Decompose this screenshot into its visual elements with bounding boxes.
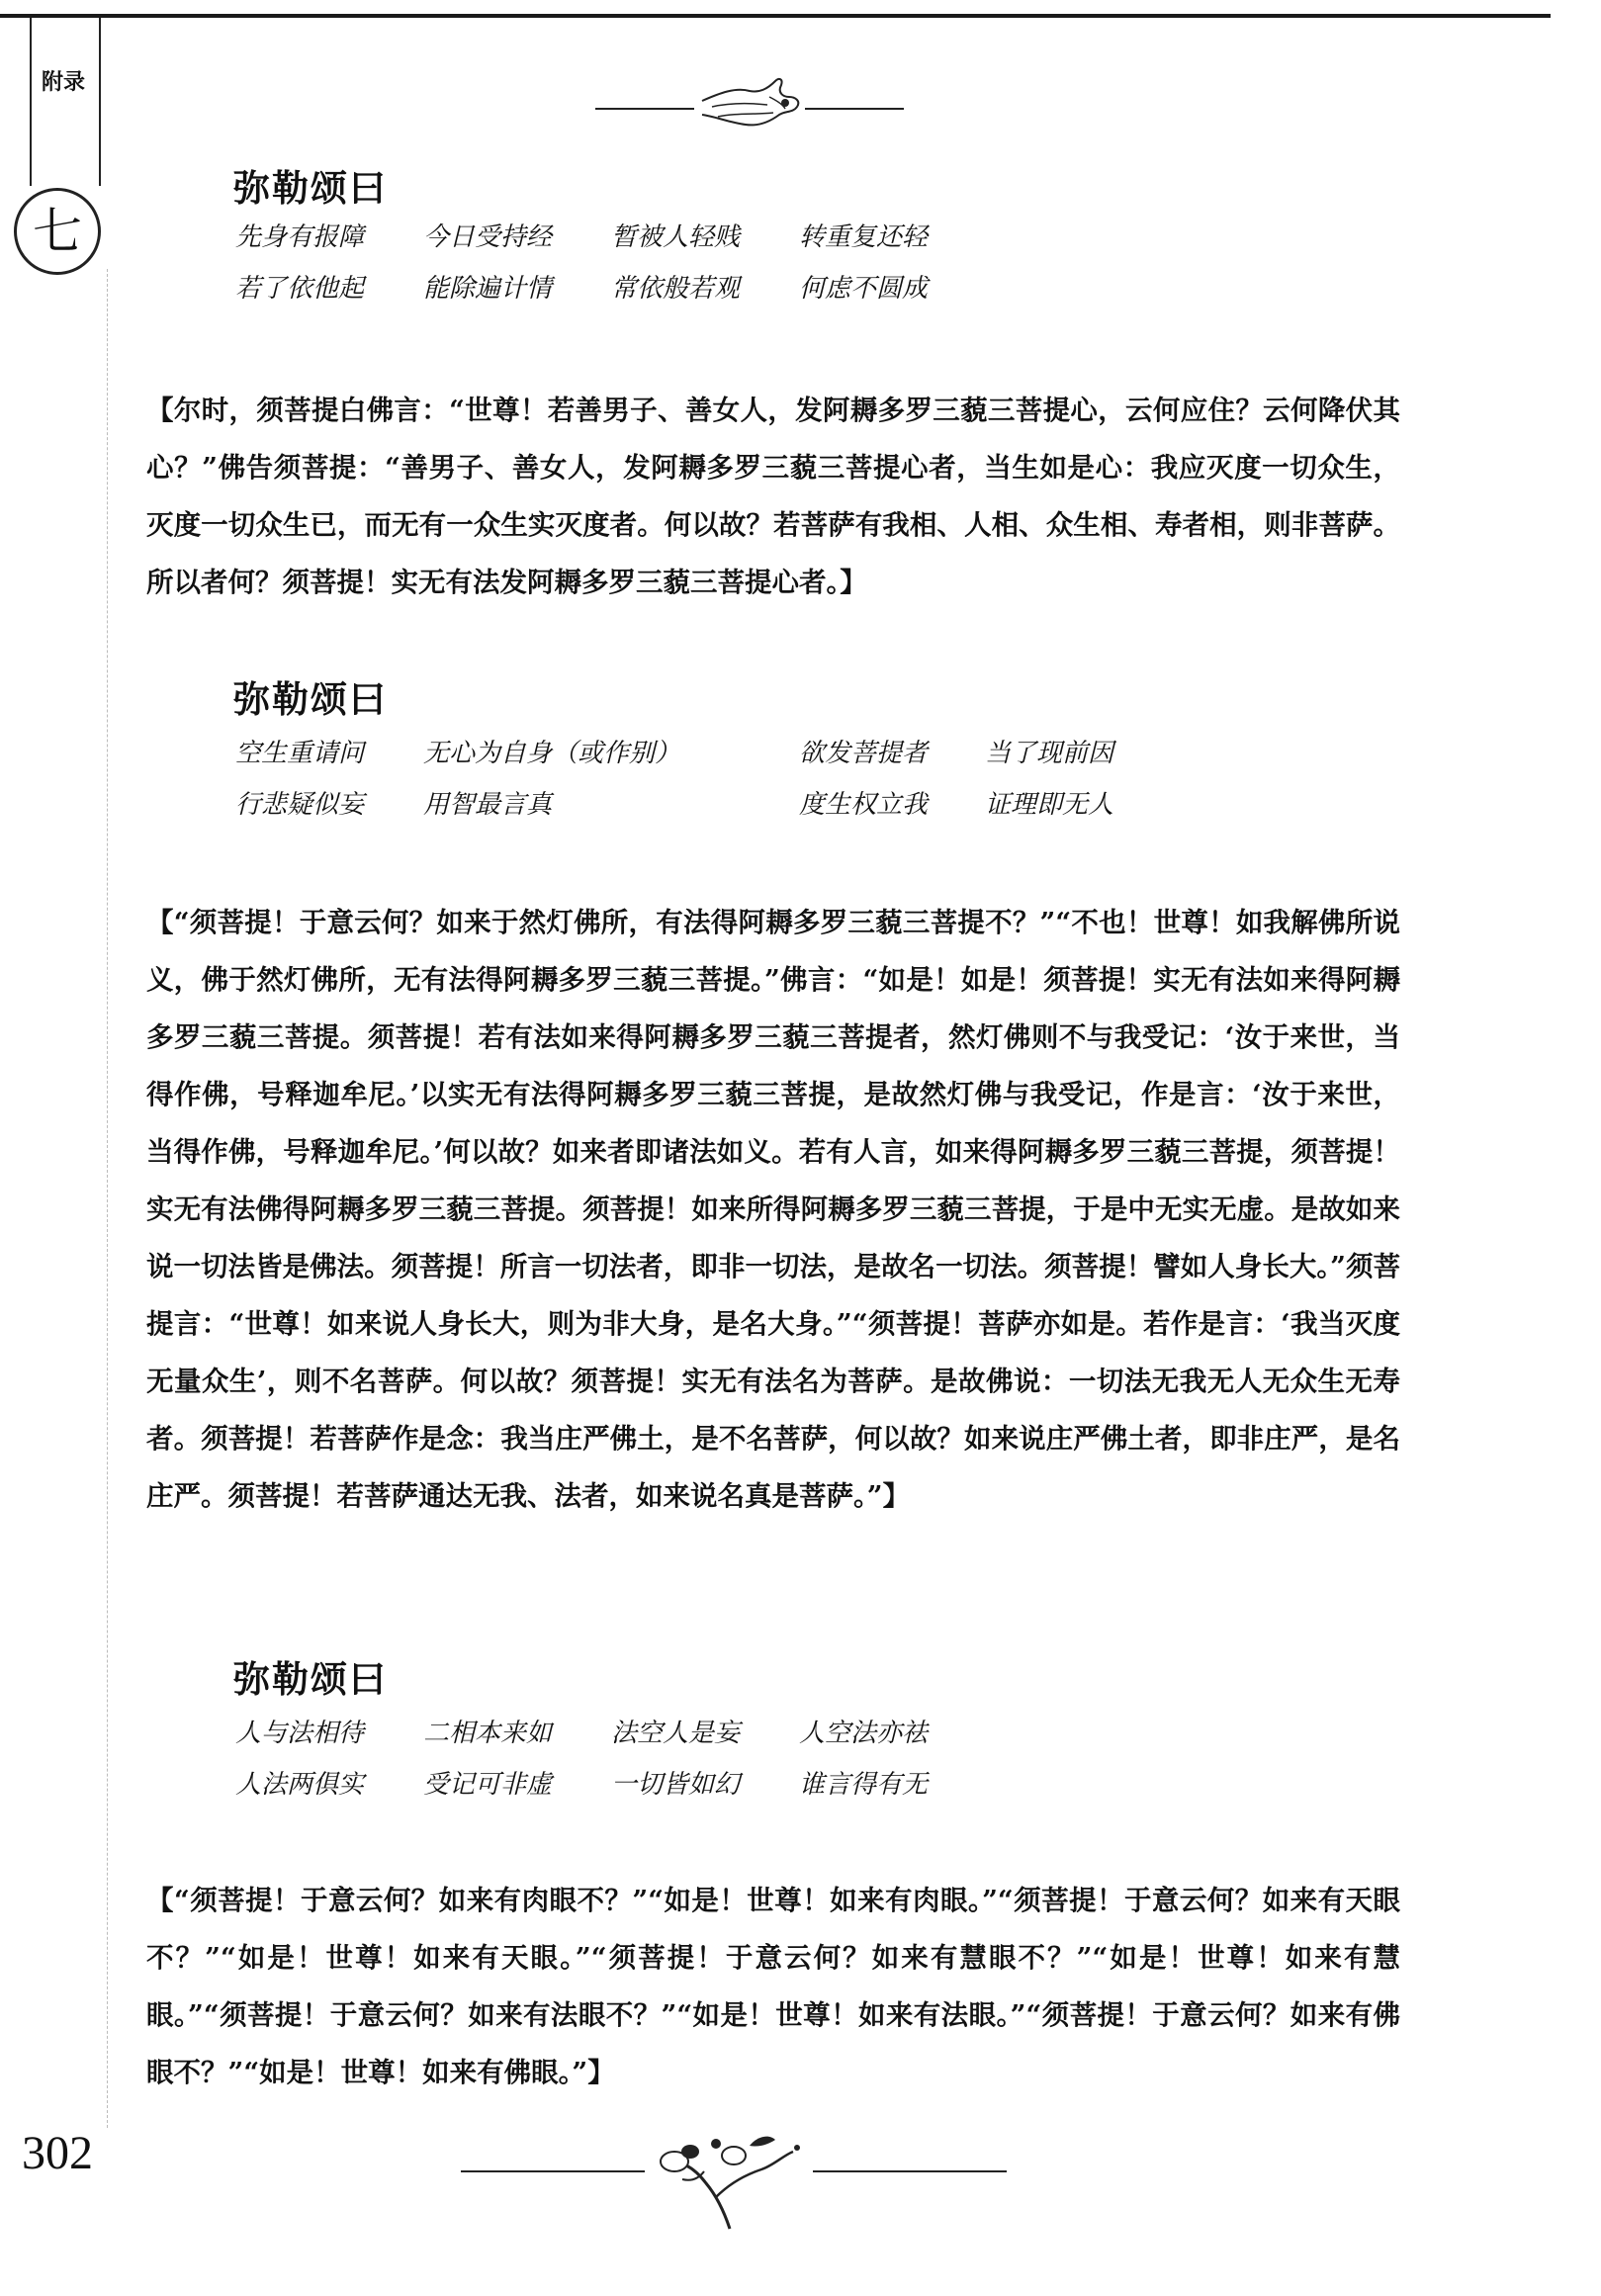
verse-phrase: 空生重请问 <box>235 739 365 768</box>
verse-phrase: 暂被人轻贱 <box>611 222 741 252</box>
page-number: 302 <box>22 2127 93 2179</box>
verse-phrase: 法空人是妄 <box>611 1719 741 1748</box>
bottom-flower-ornament-icon <box>457 2126 1011 2235</box>
verse-phrase: 若了依他起 <box>235 274 365 304</box>
verse-phrase: 欲发菩提者 <box>799 739 929 768</box>
chapter-number-badge: 七 <box>14 188 101 275</box>
verse-phrase: 用智最言真 <box>423 790 553 820</box>
verse-phrase: 度生权立我 <box>799 790 929 820</box>
verse-phrase: 无心为自身（或作别） <box>423 739 681 768</box>
margin-guide-line <box>107 269 108 2128</box>
verse-phrase: 何虑不圆成 <box>799 274 929 304</box>
sutra-paragraph: 【“须菩提！于意云何？如来有肉眼不？”“如是！世尊！如来有肉眼。”“须菩提！于意云何？如来有天眼不？”“如是！世尊！如来有天眼。”“须菩提！于意云何？如来有慧眼不？”“如是！世尊！如来有慧眼。”“须菩提！于意云何？如来有法眼不？”“如是！世尊！如来有法眼。”“须菩提！于意云何？如来有佛眼不？”“如是！世尊！如来有佛眼。”】 <box>146 1885 1400 2088</box>
verse-phrase: 转重复还轻 <box>799 222 929 252</box>
verse-phrase: 人与法相待 <box>235 1719 365 1748</box>
verse-phrase: 二相本来如 <box>423 1719 553 1748</box>
verse-phrase: 谁言得有无 <box>799 1770 929 1800</box>
verse-phrase: 受记可非虚 <box>423 1770 553 1800</box>
verse-phrase: 证理即无人 <box>985 790 1114 820</box>
verse-title: 弥勒颂曰 <box>233 167 388 210</box>
verse-phrase: 常依般若观 <box>611 274 741 304</box>
verse-phrase: 人空法亦祛 <box>799 1719 929 1748</box>
verse-phrase: 当了现前因 <box>985 739 1114 768</box>
verse-phrase: 人法两俱实 <box>235 1770 365 1800</box>
top-rule <box>0 14 1551 18</box>
sutra-paragraph: 【尔时，须菩提白佛言：“世尊！若善男子、善女人，发阿耨多罗三藐三菩提心，云何应住？云何降伏其心？”佛告须菩提：“善男子、善女人，发阿耨多罗三藐三菩提心者，当生如是心：我应灭度一切众生，灭度一切众生已，而无有一众生实灭度者。何以故？若菩萨有我相、人相、众生相、寿者相，则非菩萨。所以者何？须菩提！实无有法发阿耨多罗三藐三菩提心者。】 <box>146 395 1400 598</box>
sutra-paragraph: 【“须菩提！于意云何？如来于然灯佛所，有法得阿耨多罗三藐三菩提不？”“不也！世尊！如我解佛所说义，佛于然灯佛所，无有法得阿耨多罗三藐三菩提。”佛言：“如是！如是！须菩提！实无有法如来得阿耨多罗三藐三菩提。须菩提！若有法如来得阿耨多罗三藐三菩提者，然灯佛则不与我受记：‘汝于来世，当得作佛，号释迦牟尼。’以实无有法得阿耨多罗三藐三菩提，是故然灯佛与我受记，作是言：‘汝于来世，当得作佛，号释迦牟尼。’何以故？如来者即诸法如义。若有人言，如来得阿耨多罗三藐三菩提，须菩提！实无有法佛得阿耨多罗三藐三菩提。须菩提！如来所得阿耨多罗三藐三菩提，于是中无实无虚。是故如来说一切法皆是佛法。须菩提！所言一切法者，即非一切法，是故名一切法。须菩提！譬如人身长大。”须菩提言：“世尊！如来说人身长大，则为非大身，是名大身。”“须菩提！菩萨亦如是。若作是言：‘我当灭度无量众生’，则不名菩萨。何以故？须菩提！实无有法名为菩萨。是故佛说：一切法无我无人无众生无寿者。须菩提！若菩萨作是念：我当庄严佛土，是不名菩萨，何以故？如来说庄严佛土者，即非庄严，是名庄严。须菩提！若菩萨通达无我、法者，如来说名真是菩萨。”】 <box>146 907 1400 1512</box>
verse-title: 弥勒颂曰 <box>233 678 388 721</box>
verse-phrase: 行悲疑似妄 <box>235 790 365 820</box>
top-hand-ornament-icon <box>591 57 908 156</box>
verse-title: 弥勒颂曰 <box>233 1658 388 1701</box>
verse-phrase: 先身有报障 <box>235 222 365 252</box>
section-tab-label: 附录 <box>41 70 85 95</box>
verse-phrase: 一切皆如幻 <box>611 1770 741 1800</box>
verse-phrase: 今日受持经 <box>423 222 553 252</box>
verse-phrase: 能除遍计情 <box>423 274 553 304</box>
